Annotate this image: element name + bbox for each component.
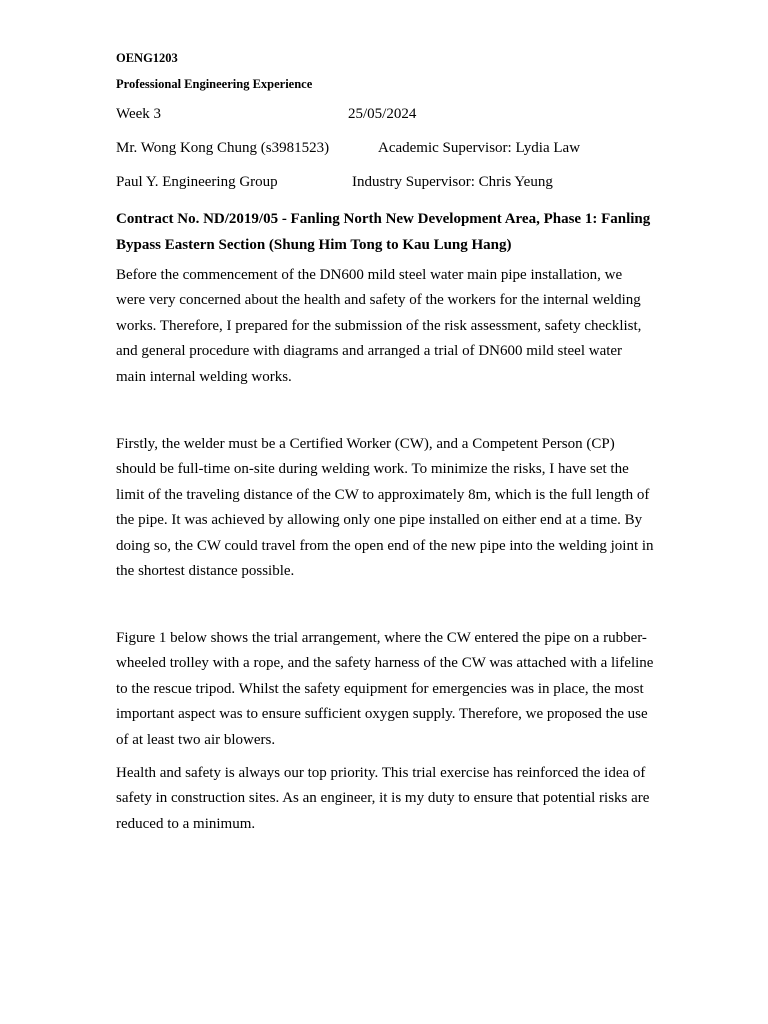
- body-paragraph: Health and safety is always our top priority. This trial exercise has reinforced the idea of safety in construction sites. As an engineer, it is my duty to ensure that potential risks are reduced to a minimum.: [116, 765, 650, 832]
- company-name: Paul Y. Engineering Group: [116, 174, 278, 190]
- course-name: Professional Engineering Experience: [116, 77, 313, 91]
- contract-title: Contract No. ND/2019/05 - Fanling North New Development Area, Phase 1: Fanling Bypass Eastern Section (Shung Him Tong to Kau Lung Hang): [116, 211, 651, 253]
- body-paragraph: Firstly, the welder must be a Certified Worker (CW), and a Competent Person (CP) should be full-time on-site during welding work. To minimize the risks, I have set the limit of the traveling distance of the CW to approximately 8m, which is the full length of the pipe. It was achieved by allowing only one pipe installed on either end at a time. By doing so, the CW could travel from the open end of the new pipe into the welding joint in the shortest distance possible.: [116, 436, 654, 580]
- week-date-row: [116, 106, 656, 126]
- body-paragraph: Before the commencement of the DN600 mild steel water main pipe installation, we were very concerned about the health and safety of the workers for the internal welding works. Therefore, I prepared for the submission of the risk assessment, safety checklist, and general procedure with diagrams and arranged a trial of DN600 mild steel water main internal welding works.: [116, 267, 642, 385]
- student-supervisor-row: [116, 140, 656, 160]
- week-label: Week 3: [116, 106, 162, 122]
- course-code: OENG1203: [116, 51, 178, 65]
- report-date: 25/05/2024: [348, 106, 417, 122]
- academic-supervisor: Academic Supervisor: Lydia Law: [378, 140, 581, 156]
- student-name: Mr. Wong Kong Chung (s3981523): [116, 140, 330, 156]
- company-supervisor-row: [116, 174, 656, 194]
- body-paragraph: Figure 1 below shows the trial arrangement, where the CW entered the pipe on a rubber-wheeled trolley with a rope, and the safety harness of the CW was attached with a lifeline to the rescue tripod. Whilst the safety equipment for emergencies was in place, the most important aspect was to ensure sufficient oxygen supply. Therefore, we proposed the use of at least two air blowers.: [116, 630, 654, 748]
- industry-supervisor: Industry Supervisor: Chris Yeung: [352, 174, 553, 190]
